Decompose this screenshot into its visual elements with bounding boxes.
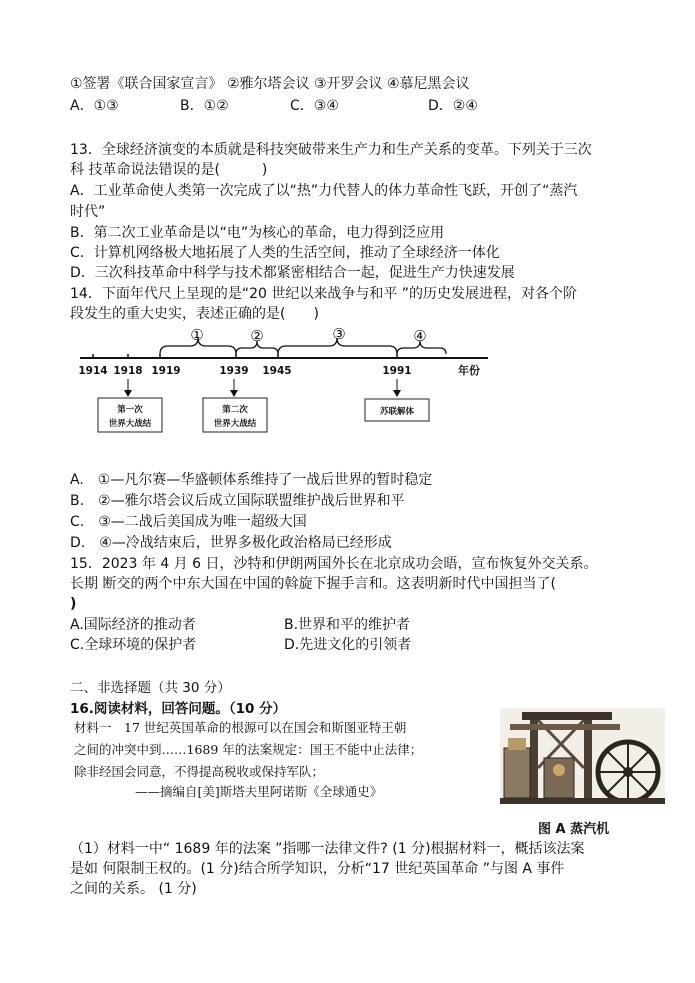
q14-timeline (70, 326, 500, 436)
q14-option-d: D. ④—冷战结束后，世界多极化政治格局已经形成 (70, 535, 392, 551)
q13-option-a-line1: A．工业革命使人类第一次完成了以“热”力代替人的体力革命性飞跃，开创了“蒸汽 (70, 183, 578, 199)
q13-option-c: C．计算机网络极大地拓展了人类的生活空间，推动了全球经济一体化 (70, 245, 500, 261)
q15-option-a: A.国际经济的推动者 (70, 617, 196, 633)
q12-option-a: A．①③ (70, 98, 119, 114)
event-box-ww2-line2: 世界大战结 (213, 419, 257, 429)
event-box-ww1-line1: 第一次 (117, 405, 143, 415)
axis-label-year: 年份 (458, 364, 480, 377)
q12-option-d: D．②④ (428, 98, 478, 114)
q16-question-line2: 是如 何限制王权的。(1 分)结合所学知识，分析“17 世纪英国革命 ”与图 A 事件 (70, 861, 565, 877)
q13-stem-line2: 科 技革命说法错误的是( ) (70, 162, 268, 178)
year-label-1939: 1939 (219, 365, 249, 377)
arrow-1918 (124, 390, 132, 397)
q15-option-d: D.先进文化的引领者 (284, 637, 412, 653)
year-label-1914: 1914 (78, 365, 108, 377)
q16-material-line3: 除非经国会同意，不得提高税收或保持军队； (74, 764, 325, 779)
q14-option-c: C. ③—二战后美国成为唯一超级大国 (70, 514, 307, 530)
q16-question-line1: （1）材料一中“ 1689 年的法案 ”指哪一法律文件? (1 分)根据材料一，概括该法案 (70, 841, 585, 857)
year-label-1991: 1991 (382, 365, 412, 377)
q13-option-a-line2: 时代” (70, 204, 106, 220)
steam-engine-image (500, 708, 665, 804)
q14-stem-line1: 14．下面年代尺上呈现的是“20 世纪以来战争与和平 ”的历史发展进程，对各个阶 (70, 286, 578, 302)
period-label-1: ① (190, 326, 204, 344)
q12-option-c: C．③④ (290, 98, 339, 114)
q14-option-b: B. ②—雅尔塔会议后成立国际联盟维护战后世界和平 (70, 493, 405, 509)
q16-question-line3: 之间的关系。 (1 分) (70, 881, 197, 897)
q12-items: ①签署《联合国家宣言》 ②雅尔塔会议 ③开罗会议 ④慕尼黑会议 (70, 76, 470, 92)
period-label-4: ④ (413, 327, 427, 345)
q13-option-b: B．第二次工业革命是以“电”为核心的革命，电力得到泛应用 (70, 225, 445, 241)
event-box-ww1-line2: 世界大战结 (108, 419, 152, 429)
year-label-1918: 1918 (113, 365, 143, 377)
figure-caption: 图 A 蒸汽机 (538, 822, 610, 837)
q16-material-line1: 材料一 17 世纪英国革命的根源可以在国会和斯图亚特王朝 (74, 720, 407, 735)
section-heading: 二、非选择题（共 30 分） (70, 680, 231, 696)
q15-stem-line2: 长期 断交的两个中东大国在中国的斡旋下握手言和。这表明新时代中国担当了( (70, 576, 556, 592)
q16-title: 16.阅读材料，回答问题。（10 分） (70, 701, 287, 717)
arrow-1939 (230, 390, 238, 397)
year-label-1919: 1919 (151, 365, 181, 377)
arrow-1991 (393, 390, 401, 397)
year-label-1945: 1945 (262, 365, 292, 377)
q13-stem-line1: 13．全球经济演变的本质就是科技突破带来生产力和生产关系的变革。下列关于三次 (70, 142, 592, 158)
q13-option-d: D．三次科技革命中科学与技术都紧密相结合一起，促进生产力快速发展 (70, 265, 515, 281)
q15-option-c: C.全球环境的保护者 (70, 637, 197, 653)
q14-stem-line2: 段发生的重大史实，表述正确的是( ) (70, 306, 319, 322)
q15-stem-line3: ) (70, 596, 77, 612)
period-label-3: ③ (332, 326, 346, 343)
event-box-ussr-label: 苏联解体 (379, 407, 415, 417)
event-box-ww2-line1: 第二次 (222, 405, 248, 415)
q12-option-b: B．①② (180, 98, 229, 114)
q15-option-b: B.世界和平的维护者 (284, 617, 411, 633)
q16-material-source: ——摘编自[美]斯塔夫里阿诺斯《全球通史》 (135, 784, 383, 799)
q15-stem-line1: 15．2023 年 4 月 6 日，沙特和伊朗两国外长在北京成功会晤，宣布恢复外交关系。 (70, 556, 598, 572)
period-label-2: ② (250, 327, 264, 345)
q14-option-a: A. ①—凡尔赛—华盛顿体系维持了一战后世界的暂时稳定 (70, 472, 433, 488)
q16-material-line2: 之间的冲突中到……1689 年的法案规定：国王不能中止法律； (74, 742, 423, 757)
